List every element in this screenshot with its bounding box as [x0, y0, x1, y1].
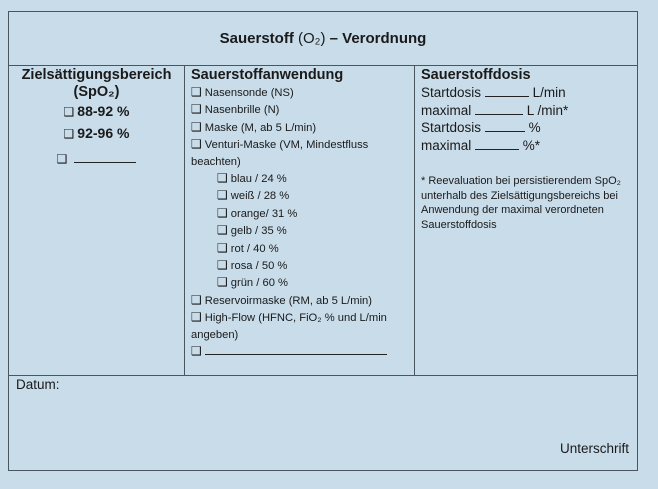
dose-line: Startdosis L/min: [421, 85, 566, 100]
date-label: Datum:: [16, 377, 60, 392]
max-dose-lmin-field[interactable]: [475, 104, 523, 115]
dose-line: Startdosis %: [421, 120, 541, 135]
title-prefix: Sauerstoff: [219, 30, 294, 47]
venturi-option[interactable]: ❑ blau / 24 %: [217, 171, 287, 186]
checkbox-icon[interactable]: ❑: [217, 205, 228, 220]
checkbox-icon[interactable]: ❑: [191, 292, 202, 307]
application-option-other[interactable]: [191, 343, 414, 360]
dose-column: [415, 65, 637, 375]
dose-heading: Sauerstoffdosis: [421, 67, 531, 83]
checkbox-icon[interactable]: ❑: [217, 258, 228, 273]
dose-line: maximal %*: [421, 137, 541, 153]
signature-section: [9, 375, 637, 470]
target-other-field[interactable]: [74, 152, 136, 163]
application-option[interactable]: ❑ High-Flow (HFNC, FiO₂ % und L/min angeben): [191, 310, 387, 341]
venturi-option[interactable]: ❑ gelb / 35 %: [217, 223, 287, 238]
checkbox-icon[interactable]: ❑: [63, 127, 75, 141]
venturi-option[interactable]: ❑ rot / 40 %: [217, 240, 279, 255]
checkbox-icon[interactable]: ❑: [191, 119, 202, 134]
reevaluation-note: * Reevaluation bei persistierendem SpO₂ unterhalb des Zielsättigungsbereichs bei Anwendung der maximal verordneten Sauerstoffdosis: [421, 175, 621, 231]
venturi-option[interactable]: ❑ grün / 60 %: [217, 275, 288, 290]
checkbox-icon[interactable]: ❑: [217, 188, 228, 203]
target-subheading: (SpO₂): [73, 84, 120, 100]
checkbox-icon[interactable]: ❑: [191, 310, 202, 325]
checkbox-icon[interactable]: ❑: [217, 240, 228, 255]
oxygen-prescription-form: [8, 11, 638, 471]
checkbox-icon[interactable]: ❑: [191, 102, 202, 117]
form-columns: [9, 65, 637, 376]
venturi-option[interactable]: ❑ weiß / 28 %: [217, 188, 290, 203]
checkbox-icon[interactable]: ❑: [217, 171, 228, 186]
venturi-option[interactable]: ❑ orange/ 31 %: [217, 205, 298, 220]
start-dose-percent-field[interactable]: [485, 121, 525, 132]
title-suffix: – Verordnung: [329, 30, 427, 47]
checkbox-icon[interactable]: ❑: [63, 105, 75, 119]
form-title: [9, 12, 637, 66]
application-option[interactable]: ❑ Maske (M, ab 5 L/min): [191, 119, 317, 134]
checkbox-icon[interactable]: ❑: [191, 137, 202, 152]
max-dose-percent-field[interactable]: [475, 139, 519, 150]
application-option[interactable]: ❑ Venturi-Maske (VM, Mindestfluss beachten): [191, 137, 369, 168]
application-option[interactable]: ❑ Nasenbrille (N): [191, 102, 280, 117]
target-heading: Zielsättigungsbereich: [21, 67, 172, 83]
application-heading: Sauerstoffanwendung: [191, 67, 344, 83]
target-saturation-column: [9, 65, 185, 375]
application-column: [185, 65, 415, 375]
title-formula: (O₂): [298, 30, 326, 47]
venturi-option[interactable]: ❑ rosa / 50 %: [217, 258, 288, 273]
application-option[interactable]: ❑ Reservoirmaske (RM, ab 5 L/min): [191, 292, 372, 307]
checkbox-icon[interactable]: ❑: [217, 223, 228, 238]
target-option-2[interactable]: ❑ 92-96 %: [63, 125, 130, 141]
target-option-1[interactable]: ❑ 88-92 %: [63, 103, 130, 119]
checkbox-icon[interactable]: ❑: [56, 152, 68, 166]
target-option-other[interactable]: [9, 148, 184, 170]
checkbox-icon[interactable]: ❑: [191, 85, 202, 99]
application-option[interactable]: ❑ Nasensonde (NS): [191, 85, 294, 99]
application-other-field[interactable]: [205, 344, 387, 355]
dose-line: maximal L /min*: [421, 102, 569, 118]
start-dose-lmin-field[interactable]: [485, 86, 529, 97]
checkbox-icon[interactable]: ❑: [217, 275, 228, 290]
checkbox-icon[interactable]: ❑: [191, 344, 202, 359]
signature-label: Unterschrift: [559, 441, 629, 456]
